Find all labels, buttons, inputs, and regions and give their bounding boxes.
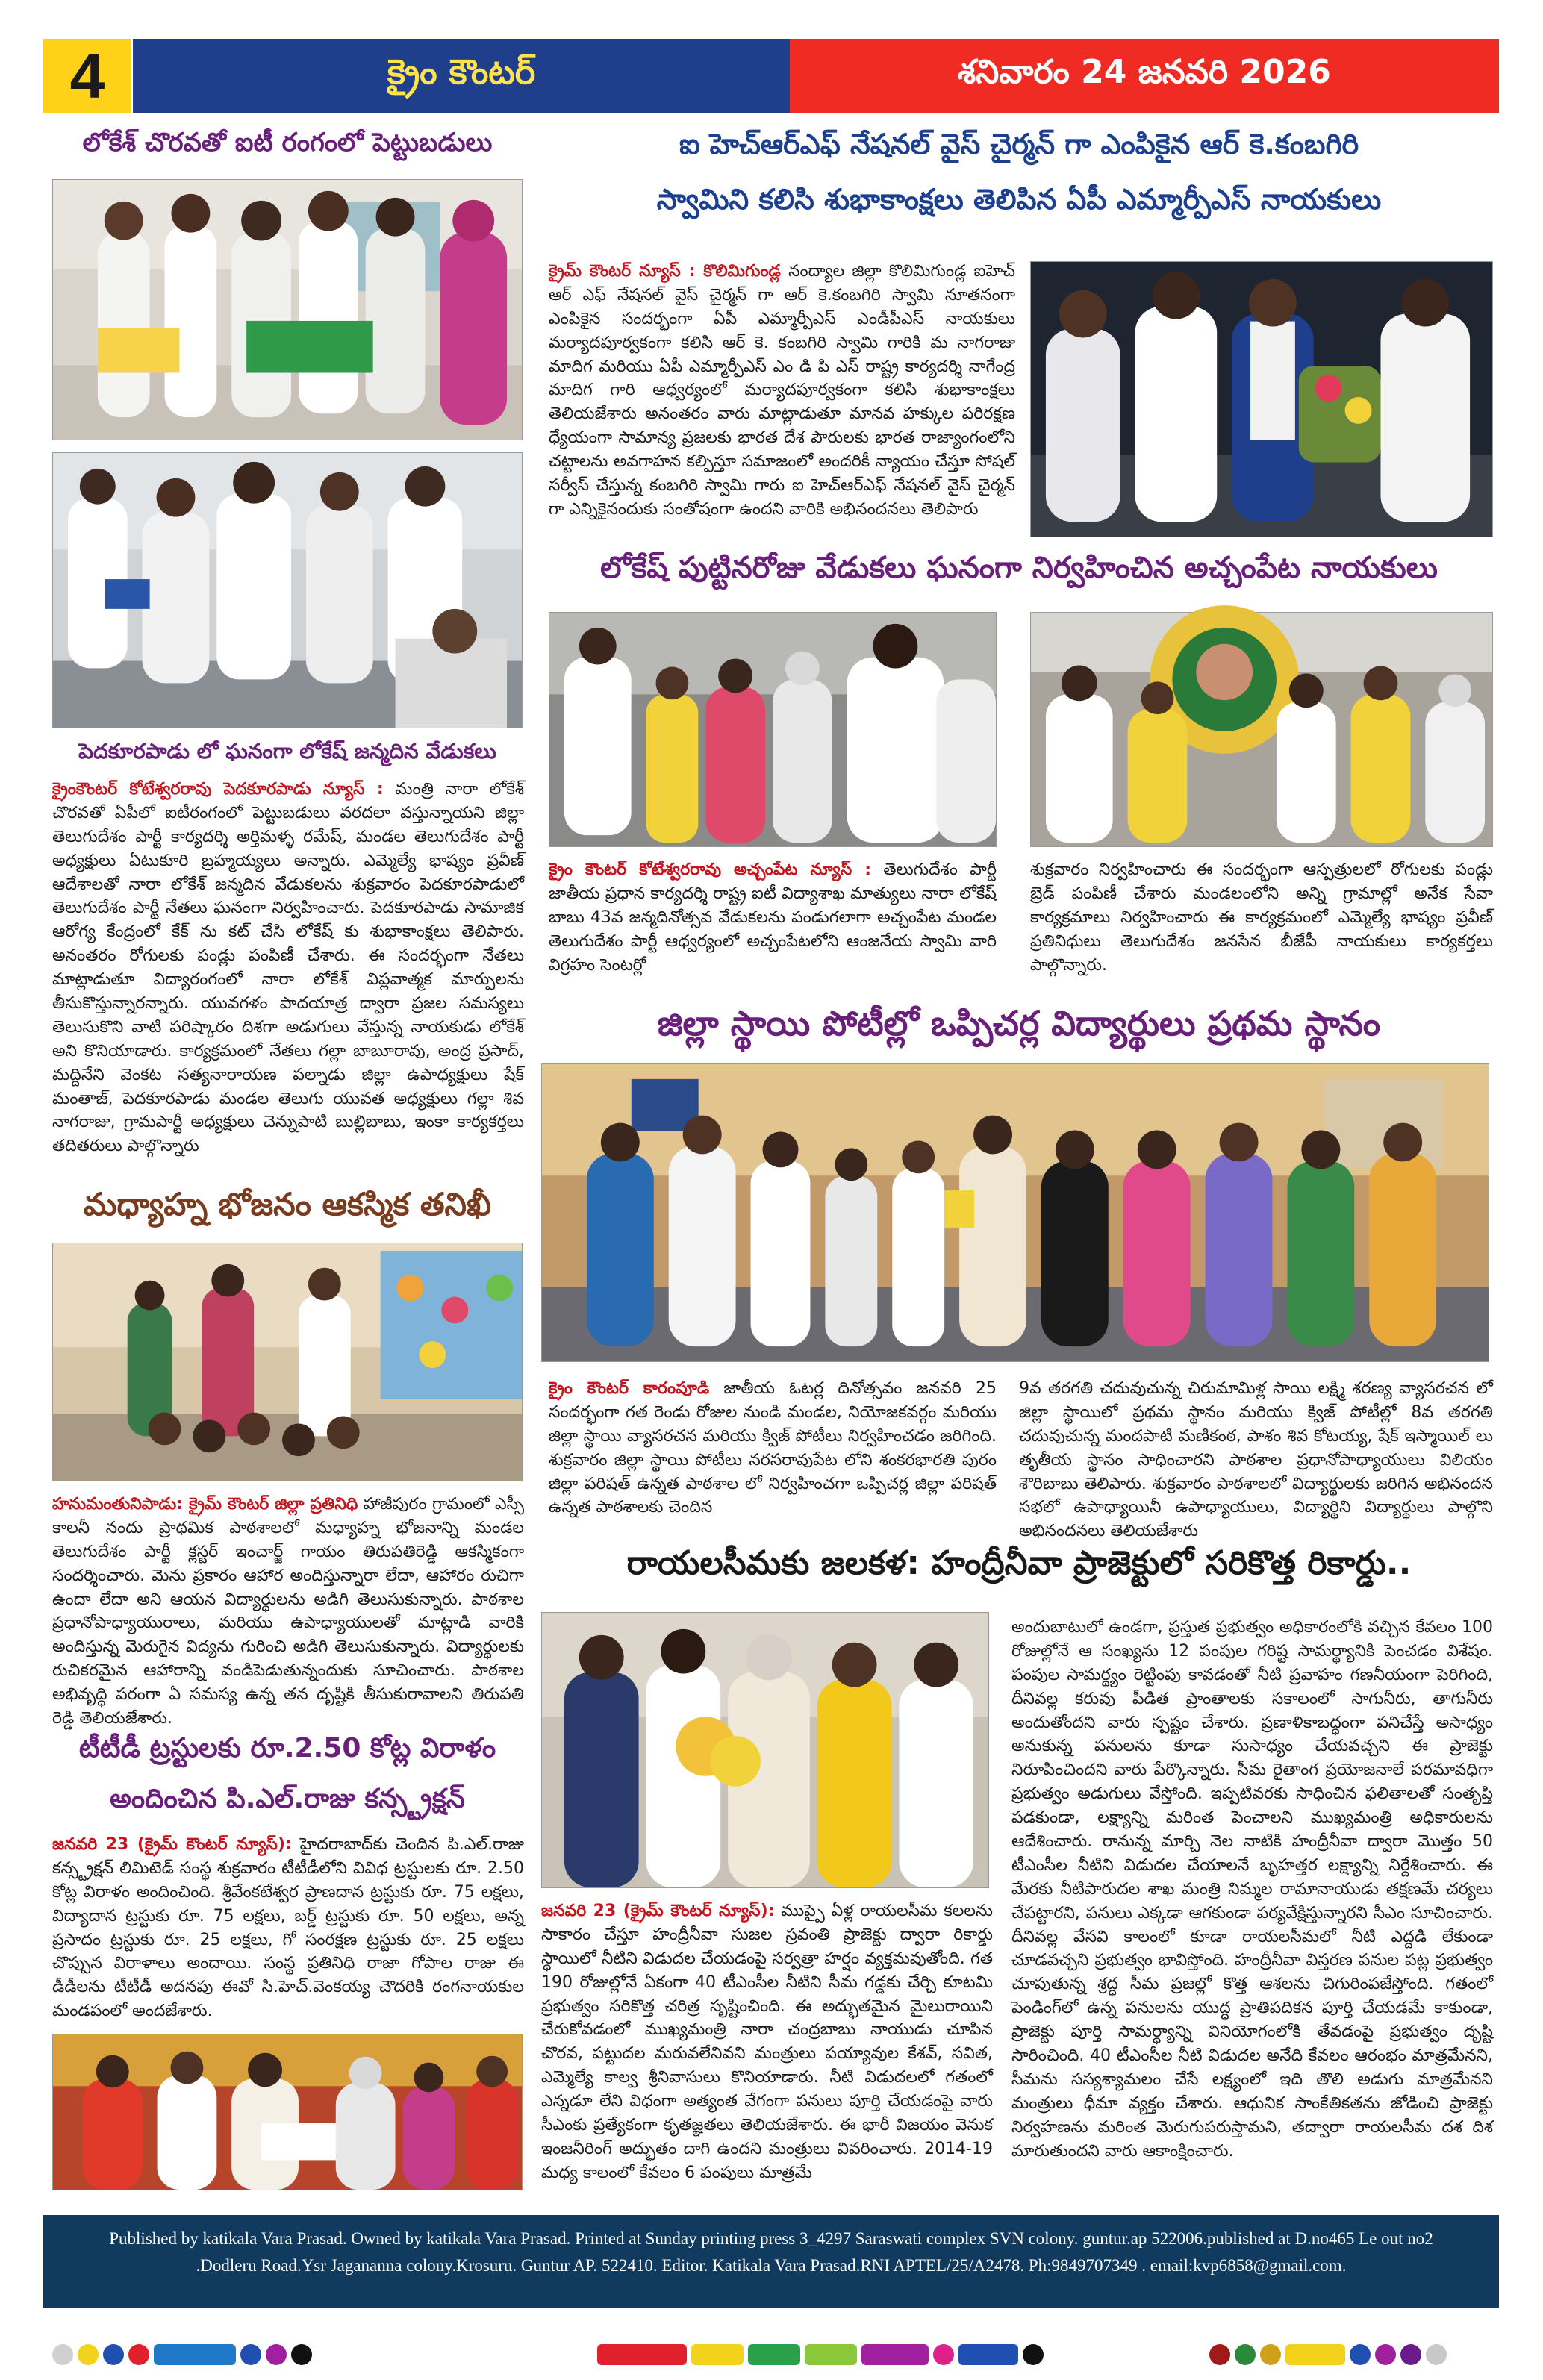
- ttd-headline-line2: అందించిన పి.ఎల్.రాజు కన్స్ట్రక్షన్: [110, 1784, 465, 1814]
- publisher-footer: [43, 2215, 1499, 2308]
- paper-name: క్రైం కౌంటర్: [387, 51, 536, 92]
- registration-dot: [291, 2344, 312, 2365]
- registration-dot: [1350, 2344, 1371, 2365]
- masthead-title-bar: [133, 39, 790, 113]
- registration-strip-center: [597, 2343, 1044, 2366]
- achampet-text-col1: తెలుగుదేశం పార్టీ జాతీయ ప్రధాన కార్యదర్శి రాష్ట్ర ఐటీ విద్యాశాఖ మాత్యులు నారా లోకేష్ బాబు 43వ జన్మదినోత్సవ వేడుకలను పండుగలాగా అచ్చంపేట మండల తెలుగుదేశం పార్టీ ఆధ్వర్యంలో అచ్చంపేటలోని ఆంజనేయ స్వామి వారి విగ్రహం సెంటర్లో: [549, 861, 997, 975]
- kambagiri-dateline: క్రైమ్ కౌంటర్ న్యూస్ : కొలిమిగుండ్ల: [549, 262, 781, 281]
- handri-neeva-headline: రాయలసీమకు జలకళ: హంద్రీనీవా ప్రాజెక్టులో సరికొత్త రికార్డు..: [626, 1544, 1412, 1582]
- registration-dot: [1426, 2344, 1447, 2365]
- ttd-headline-line1: టీటీడీ ట్రస్టులకు రూ.2.50 కోట్ల విరాళం: [78, 1733, 496, 1764]
- lokesh-it-body: [52, 778, 524, 1163]
- registration-dot: [128, 2344, 149, 2365]
- registration-dot: [1209, 2344, 1230, 2365]
- hospital-visit-photo: [52, 452, 523, 728]
- registration-bar: [958, 2344, 1018, 2365]
- handri-neeva-body-col2: అందుబాటులో ఉండగా, ప్రస్తుత ప్రభుత్వం అధికారంలోకి వచ్చిన కేవలం 100 రోజుల్లోనే ఆ సంఖ్యను 12 పంపుల గరిష్ట సామర్థ్యానికి పెంచడం విశేషం. పంపుల సామర్థ్యం రెట్టింపు కావడంతో నీటి ప్రవాహం గణనీయంగా పెరిగింది, దీనివల్ల కరువు పీడిత ప్రాంతాలకు సకాలంలో సాగునీరు, తాగునీరు అందుతోందని వారు స్పష్టం చేశారు. ప్రణాళికాబద్ధంగా పనిచేస్తే అసాధ్యం అనుకున్న పనులను కూడా సుసాధ్యం చేయవచ్చని ఈ ప్రాజెక్టు నిరూపించిందని వారు పేర్కొన్నారు. సీమ రైతాంగ ప్రయోజనాలే పరమావధిగా ప్రభుత్వం అడుగులు వేస్తోంది. ఇప్పటివరకు సాధించిన ఫలితాలతో సంతృప్తి పడకుండా, లక్ష్యాన్ని మరింత పెంచాలని ముఖ్యమంత్రి అధికారులను ఆదేశించారు. రానున్న మార్చి నెల నాటికి హంద్రీనీవా ద్వారా మొత్తం 50 టీఎంసీల నీటిని విడుదల చేయాలనే బృహత్తర లక్ష్యాన్ని నిర్దేశించారు. ఈ మేరకు నీటిపారుదల శాఖ మంత్రి నిమ్మల రామానాయుడు తక్షణమే చర్యలు చేపట్టారని, పనులు ఎక్కడా ఆగకుండా పర్యవేక్షిస్తున్నారని సీఎం సూచించారు. దీనివల్ల వేసవి కాలంలో కూడా రాయలసీమలో నీటి ఎద్దడి లేకుండా చూడవచ్చని ప్రభుత్వం భావిస్తోంది. హంద్రీనీవా విస్తరణ పనుల పట్ల ప్రభుత్వం చూపుతున్న శ్రద్ధ సీమ ప్రజల్లో కొత్త ఆశలను చిగురింపజేస్తోంది. గతంలో పెండింగ్‌లో ఉన్న పనులను యుద్ధ ప్రాతిపదికన పూర్తి చేయడమే కాకుండా, ప్రాజెక్టు పూర్తి సామర్థ్యాన్ని వినియోగంలోకి తేవడంపై ప్రభుత్వం దృష్టి సారించింది. 40 టీఎంసీల నీటి విడుదల అనేది కేవలం ఆరంభం మాత్రమేనని, సీమను సస్యశ్యామలం చేసే లక్ష్యంలో ఇది తొలి అడుగు మాత్రమేనని మంత్రులు ధీమా వ్యక్తం చేశారు. ఆధునిక సాంకేతికతను జోడించి ప్రాజెక్టు నిర్వహణను మరింత మెరుగుపరుస్తామని, తద్వారా రాయలసీమ దశ దిశ మారుతుందని వారు ఆకాంక్షించారు.: [1011, 1618, 1493, 2161]
- registration-bar: [748, 2344, 800, 2365]
- achampet-flex-photo: [1030, 612, 1493, 847]
- handri-neeva-body-col1: [541, 1899, 993, 2192]
- page-number: 4: [43, 39, 131, 113]
- registration-bar: [1285, 2344, 1345, 2365]
- mid-day-meal-dateline: హనుమంతునిపాడు: క్రైమ్ కౌంటర్ జిల్లా ప్రతినిధి: [52, 1495, 358, 1514]
- cm-bouquet-photo: [541, 1612, 989, 1888]
- kambagiri-headline-line2: స్వామిని కలిసి శుభాకాంక్షలు తెలిపిన ఏపీ ఎమ్మార్పీఎస్ నాయకులు: [656, 183, 1382, 216]
- opicherla-students-photo: [541, 1063, 1489, 1362]
- achampet-cake-photo: [549, 612, 997, 847]
- mid-day-meal-body: [52, 1493, 524, 1728]
- opicherla-headline: జిల్లా స్థాయి పోటీల్లో ఒప్పిచర్ల విద్యార్థులు ప్రథమ స్థానం: [657, 1003, 1381, 1043]
- masthead-date-bar: [790, 39, 1499, 113]
- achampet-body-col2: శుక్రవారం నిర్వహించారు ఈ సందర్భంగా ఆస్పత్రులలో రోగులకు పండ్లు బ్రెడ్ పంపిణీ చేశారు మండలంలోని అన్ని గ్రామాల్లో అనేక సేవా కార్యక్రమాలు నిర్వహించారు ఈ కార్యక్రమంలో ఎమ్మెల్యే భాష్యం ప్రవీణ్ ప్రతినిధులు తెలుగుదేశం జనసేన బీజేపీ నాయకులు కార్యకర్తలు పాల్గొన్నారు.: [1030, 861, 1493, 975]
- registration-bar: [861, 2344, 929, 2365]
- registration-dot: [78, 2344, 99, 2365]
- achampet-body-col1: [549, 858, 997, 975]
- opicherla-dateline: క్రైం కౌంటర్ కారంపూడి: [549, 1379, 710, 1398]
- opicherla-body-col1: [549, 1377, 997, 1519]
- registration-bar: [805, 2344, 857, 2365]
- registration-dot: [1023, 2344, 1044, 2365]
- opicherla-body-col2: 9వ తరగతి చదువుచున్న చిరుమామిళ్ల సాయి లక్ష్మి శరణ్య వ్యాసరచన లో జిల్లా స్థాయిలో ప్రథమ స్థానం మరియు క్విజ్ పోటీల్లో 8వ తరగతి చదువుచున్న మందపాటి మణికంఠ, పాశం శివ కోటయ్య, షేక్ ఇస్మాయిల్ లు తృతీయ స్థానం సాధించారని పాఠశాల ప్రధానోపాధ్యాయులు విలియం శౌరిబాబు తెలిపారు. శుక్రవారం పాఠశాలలో విద్యార్థులకు జరిగిన అభినందన సభలో ఉపాధ్యాయినీ ఉపాధ్యాయులు, విద్యార్థిని విద్యార్థులు పాల్గొని అభినందనలు తెలియజేశారు: [1019, 1379, 1493, 1541]
- registration-dot: [266, 2344, 287, 2365]
- mid-day-meal-headline: మధ్యాహ్న భోజనం ఆకస్మిక తనిఖీ: [84, 1186, 491, 1222]
- lokesh-it-caption: పెదకూరపాడు లో ఘనంగా లోకేష్ జన్మదిన వేడుకలు: [78, 739, 496, 763]
- registration-bar: [154, 2344, 236, 2365]
- opicherla-text-col1: జాతీయ ఓటర్ల దినోత్సవం జనవరి 25 సందర్భంగా గత రెండు రోజుల నుండి మండల, నియోజకవర్గం మరియు జిల్లా స్థాయి వ్యాసరచన మరియు క్విజ్ పోటీలు నిర్వహించడం జరిగింది. శుక్రవారం జిల్లా స్థాయి పోటీలు నరసరావుపేట లోని శంకరభారతి పురం జిల్లా పరిషత్ ఉన్నత పాఠశాల లో నిర్వహించగా ఒప్పిచర్ల జిల్లా పరిషత్ ఉన్నత పాఠశాలకు చెందిన: [549, 1379, 997, 1517]
- mid-day-meal-photo: [52, 1243, 523, 1481]
- kambagiri-headline-line1: ఐ హెచ్ఆర్ఎఫ్ నేషనల్ వైస్ చైర్మన్ గా ఎంపికైన ఆర్ కె.కంబగిరి: [679, 128, 1359, 160]
- registration-dot: [1235, 2344, 1256, 2365]
- registration-dot: [1400, 2344, 1421, 2365]
- achampet-dateline: క్రైం కౌంటర్ కోటేశ్వరరావు అచ్చంపేట న్యూస్ :: [549, 861, 871, 879]
- registration-dot: [1260, 2344, 1281, 2365]
- registration-dot: [240, 2344, 261, 2365]
- ttd-body: [52, 1833, 524, 2027]
- registration-dot: [52, 2344, 73, 2365]
- registration-bar: [597, 2344, 687, 2365]
- registration-strip-right: [1209, 2343, 1447, 2366]
- registration-bar: [691, 2344, 744, 2365]
- handri-neeva-text-col1: ముప్పై ఏళ్ల రాయలసీమ కలలను సాకారం చేస్తూ హంద్రీనీవా సుజల స్రవంతి ప్రాజెక్టు ద్వారా రికార్డు స్థాయిలో నీటిని విడుదల చేయడంపై సర్వత్రా హర్షం వ్యక్తమవుతోంది. గత 190 రోజుల్లోనే ఏకంగా 40 టీఎంసీల నీటిని సీమ గడ్డకు చేర్చి కూటమి ప్రభుత్వం సరికొత్త చరిత్ర సృష్టించింది. ఈ అద్భుతమైన మైలురాయిని చేరుకోవడంలో ముఖ్యమంత్రి నారా చంద్రబాబు నాయుడు చూపిన చొరవ, పట్టుదల మరువలేనివని మంత్రులు పయ్యావుల కేశవ్, సవిత, ఎమ్మెల్యే కాల్వ శ్రీనివాసులు కొనియాడారు. నీటి విడుదలలో గతంలో ఎన్నడూ లేని విధంగా అత్యంత వేగంగా పనులు పూర్తి చేయడంపై వారు సీఎంకు ప్రత్యేకంగా కృతజ్ఞతలు తెలియజేశారు. ఈ భారీ విజయం వెనుక ఇంజనీరింగ్ అద్భుతం దాగి ఉందని మంత్రులు వివరించారు. 2014-19 మధ్య కాలంలో కేవలం 6 పంపులు మాత్రమే: [541, 1902, 993, 2182]
- footer-line-1: Published by katikala Vara Prasad. Owned by katikala Vara Prasad. Printed at Sunday printing press 3_4297 Saraswati complex SVN colony. guntur.ap 522006.published at D.no465 Le out no2: [109, 2229, 1433, 2248]
- mid-day-meal-text: హాజీపురం గ్రామంలో ఎస్సీ కాలనీ నందు ప్రాథమిక పాఠశాలలో మధ్యాహ్న భోజనాన్ని మండల తెలుగుదేశం పార్టీ క్లస్టర్ ఇంచార్జ్ గాయం తిరుపతిరెడ్డి ఆకస్మికంగా సందర్శించారు. మెను ప్రకారం ఆహార అందిస్తున్నారా లేదా, ఆహారం రుచిగా ఉందా లేదా అని ఆయన విద్యార్థులను అడిగి తెలుసుకున్నారు. పాఠశాల ప్రధానోపాధ్యాయురాలు, మరియు ఉపాధ్యాయులతో మాట్లాడి వారికి అందిస్తున్న మెరుగైన విద్యను గురించి అడిగి తెలుసుకున్నారు. విద్యార్థులకు రుచికరమైన ఆహారాన్ని వండిపెడుతున్నందుకు సూచించారు. పాఠశాల అభివృద్ధి పరంగా ఏ సమస్య ఉన్న తన దృష్టికి తీసుకురావాలని తిరుపతి రెడ్డి తెలియజేశారు.: [52, 1495, 524, 1728]
- lokesh-it-text: మంత్రి నారా లోకేశ్ చొరవతో ఏపీలో ఐటీరంగంలో పెట్టుబడులు వరదలా వస్తున్నాయని జిల్లా తెలుగుదేశం పార్టీ కార్యదర్శి అర్తిమళ్ళ రమేష్, మండల తెలుగుదేశం పార్టీ అధ్యక్షులు ఏటుకూరి బ్రహ్మయ్యలు అన్నారు. ఎమ్మెల్యే భాష్యం ప్రవీణ్ ఆదేశాలతో నారా లోకేశ్ జన్మదిన వేడుకలను శుక్రవారం పెదకూరపాడులో తెలుగుదేశం పార్టీ నేతలు ఘనంగా నిర్వహించారు. పెదకూరపాడు సామాజిక ఆరోగ్య కేంద్రంలో కేక్ ను కట్ చేసి లోకేష్ కు శుభాకాంక్షలు తెలిపారు. అనంతరం రోగులకు పండ్లు పంపిణీ చేశారు. ఈ సందర్భంగా నేతలు మాట్లాడుతూ విద్యారంగంలో నారా లోకేశ్ విప్లవాత్మక మార్పులను తీసుకొస్తున్నారన్నారు. యువగళం పాదయాత్ర ద్వారా ప్రజల సమస్యలు తెలుసుకొని వాటి పరిష్కారం దిశగా అడుగులు వేస్తున్న నాయకుడు లోకేశ్ అని కొనియాడారు. కార్యక్రమంలో నేతలు గల్లా బాబూరావు, అంద్ర ప్రసాద్, మద్దినేని వెంకట సత్యనారాయణ పల్నాడు జిల్లా ఉపాధ్యక్షులు షేక్ మంతాజ్, పెదకూరపాడు మండల తెలుగు యువత అధ్యక్షులు గల్లా శివ నాగరాజు, గ్రామపార్టీ అధ్యక్షులు చెన్నుపాటి బుల్లిబాబు, ఇంకా కార్యకర్తలు తదితరులు పాల్గొన్నారు: [52, 780, 524, 1156]
- kambagiri-body: [549, 260, 1015, 537]
- issue-date: శనివారం 24 జనవరి 2026: [958, 53, 1331, 91]
- registration-dot: [103, 2344, 124, 2365]
- registration-dot: [1375, 2344, 1396, 2365]
- ttd-dateline: జనవరి 23 (క్రైమ్ కౌంటర్ న్యూస్):: [52, 1835, 292, 1854]
- cake-cutting-photo: [52, 179, 523, 440]
- footer-line-2: .Dodleru Road.Ysr Jagananna colony.Krosuru. Guntur AP. 522410. Editor. Katikala Vara Prasad.RNI APTEL/25/A2478. Ph:9849707349 . email:kvp6858@gmail.com.: [196, 2255, 1347, 2275]
- ttd-donation-photo: [52, 2034, 523, 2190]
- kambagiri-text: నంద్యాల జిల్లా కొలిమిగుండ్ల ఐహెచ్ ఆర్ ఎఫ్ నేషనల్ వైస్ చైర్మన్ గా ఆర్ కె.కంబగిరి స్వామి నూతనంగా ఎంపికైన సందర్భంగా ఏపీ ఎమ్మార్పీఎస్ ఎండీపీఎస్ నాయకులు మర్యాదపూర్వకంగా కలిసి ఆర్ కె. కంబగిరి స్వామి గారికి మ నాగరాజు మాదిగ మరియు ఏపీ ఎమ్మార్పీఎస్ ఎం డి పి ఎస్ రాష్ట్ర కార్యదర్శి నాగేంద్ర మాదిగ గారి ఆధ్వర్యంలో మర్యాదపూర్వకంగా కలిసి శుభాకాంక్షలు తెలియజేశారు అనంతరం వారు మాట్లాడుతూ మానవ హక్కుల పరిరక్షణ ధ్యేయంగా సామాన్య ప్రజలకు భారత దేశ పౌరులకు భారత రాజ్యాంగంలోని చట్టాలను అవగాహన కల్పిస్తూ సమాజంలో అందరికీ న్యాయం చేస్తూ సోషల్ సర్వీస్ చేస్తున్న కంబగిరి స్వామి గారు ఐ హెచ్ఆర్ఎఫ్ నేషనల్ వైస్ చైర్మన్ గా ఎన్నికైనందుకు సంతోషంగా ఉందని వారికి అభినందనలు తెలిపారు: [549, 262, 1015, 519]
- lokesh-it-dateline: క్రైంకౌంటర్ కోటేశ్వరరావు పెదకూరపాడు న్యూస్ :: [52, 780, 384, 799]
- handri-neeva-dateline: జనవరి 23 (క్రైమ్ కౌంటర్ న్యూస్):: [541, 1902, 775, 1920]
- ttd-text: హైదరాబాద్‌కు చెందిన పి.ఎల్.రాజు కన్స్ట్రక్షన్ లిమిటెడ్ సంస్థ శుక్రవారం టీటీడీలోని వివిధ ట్రస్టులకు రూ. 2.50 కోట్ల విరాళం అందించింది. శ్రీవేంకటేశ్వర ప్రాణదాన ట్రస్టుకు రూ. 75 లక్షలు, విద్యాదాన ట్రస్టుకు రూ. 75 లక్షలు, బర్డ్ ట్రస్టుకు రూ. 50 లక్షలు, అన్న ప్రసాదం ట్రస్టుకు రూ. 25 లక్షలు, గో సంరక్షణ ట్రస్టుకు రూ. 25 లక్షలు చొప్పున విరాళాలు అందాయి. సంస్థ ప్రతినిధి రాజా గోపాల రాజు ఈ డీడీలను టీటీడీ అదనపు ఈవో సి.హెచ్.వెంకయ్య చౌదరికి రంగనాయకుల మండపంలో అందజేశారు.: [52, 1835, 524, 2021]
- registration-strip-left: [52, 2343, 312, 2366]
- lokesh-it-headline: లోకేశ్ చొరవతో ఐటీ రంగంలో పెట్టుబడులు: [82, 128, 493, 157]
- registration-dot: [933, 2344, 954, 2365]
- kambagiri-greeting-photo: [1030, 261, 1493, 537]
- achampet-headline: లోకేష్ పుట్టినరోజు వేడుకలు ఘనంగా నిర్వహించిన అచ్చంపేట నాయకులు: [600, 551, 1438, 585]
